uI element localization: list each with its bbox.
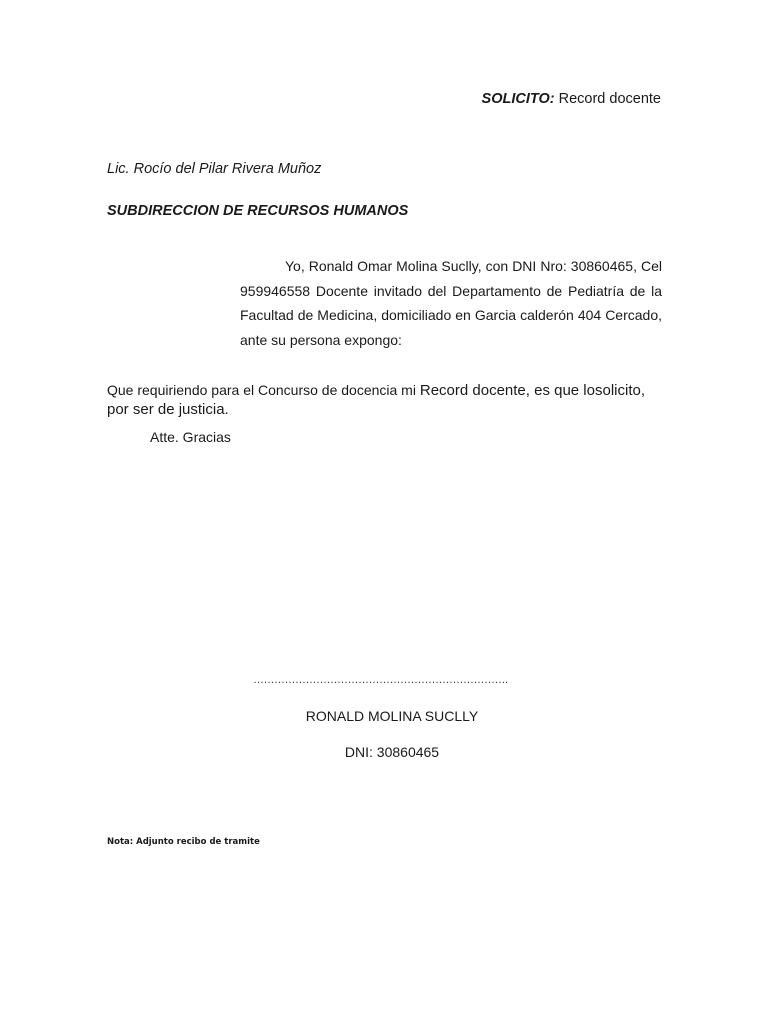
addressee-department: SUBDIRECCION DE RECURSOS HUMANOS <box>107 203 409 219</box>
signer-dni: DNI: 30860465 <box>344 744 440 760</box>
subject-value: Record docente <box>558 91 661 107</box>
closing-text: Atte. Gracias <box>150 429 231 445</box>
signature-line: ………………………………………………………………. <box>253 674 508 686</box>
request-paragraph <box>107 381 667 419</box>
intro-paragraph: Yo, Ronald Omar Molina Suclly, con DNI Nro: 30860465, Cel 959946558 Docente invitado del Departamento de Pediatría de la Facultad de Medicina, domiciliado en Garcia calderón 404 Cercado, ante su persona expongo: <box>240 258 662 348</box>
signer-name: RONALD MOLINA SUCLLY <box>305 708 479 724</box>
request-text-part1: Que requiriendo para el Concurso de docencia mi <box>107 382 420 398</box>
attachment-note: Nota: Adjunto recibo de tramite <box>107 837 260 847</box>
request-text-part2: Record docente, es que losolicito, por ser de justicia. <box>107 382 645 418</box>
subject-label: SOLICITO: <box>481 91 555 107</box>
subject-line <box>482 91 661 107</box>
addressee-name: Lic. Rocío del Pilar Rivera Muñoz <box>107 161 322 177</box>
